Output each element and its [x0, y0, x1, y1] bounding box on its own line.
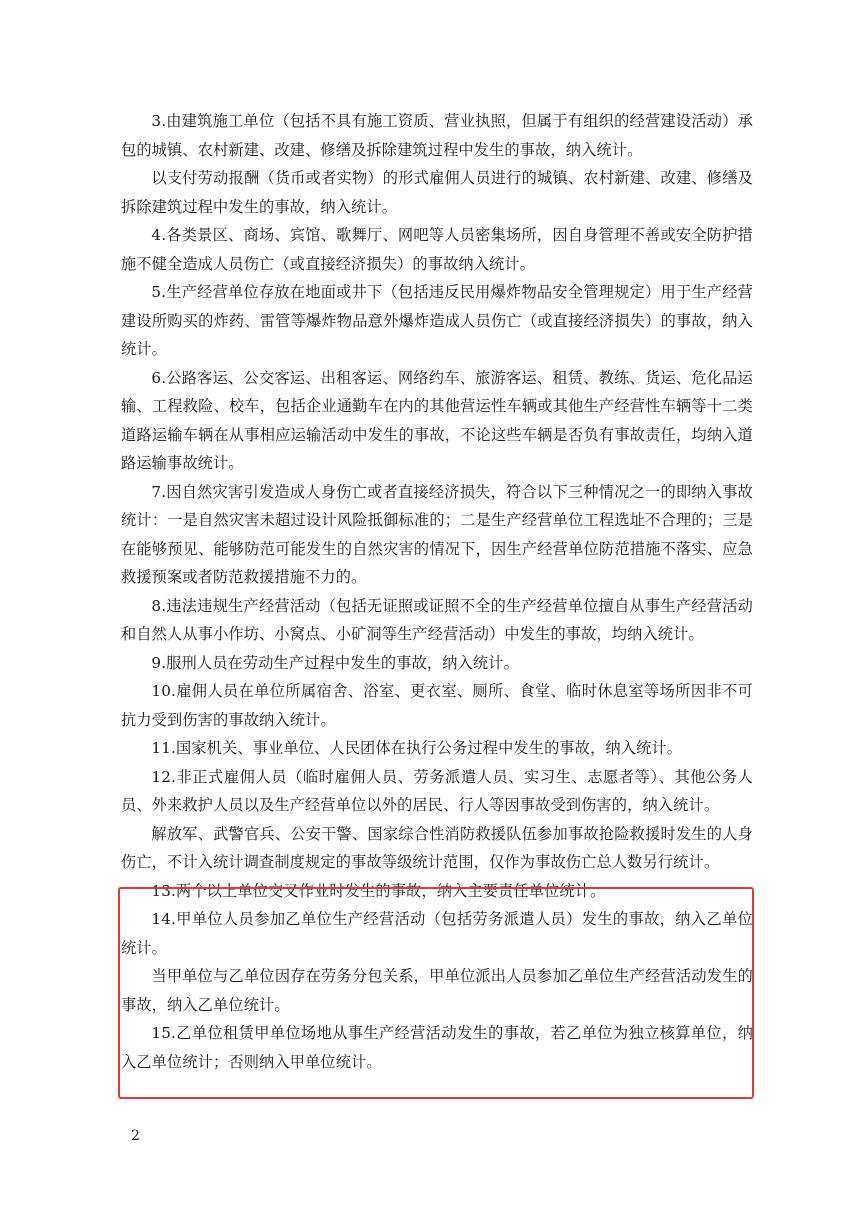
- paragraph-item-7: 7.因自然灾害引发造成人身伤亡或者直接经济损失，符合以下三种情况之一的即纳入事故统计：一是自然灾害未超过设计风险抵御标准的；二是生产经营单位工程选址不合理的；三是在能够预见、能够防范可能发生的自然灾害的情况下，因生产经营单位防范措施不落实、应急救援预案或者防范救援措施不力的。: [121, 482, 753, 586]
- paragraph-item-14-supplement: 当甲单位与乙单位因存在劳务分包关系，甲单位派出人员参加乙单位生产经营活动发生的事故，纳入乙单位统计。: [121, 967, 753, 1014]
- paragraph-item-15: 15.乙单位租赁甲单位场地从事生产经营活动发生的事故，若乙单位为独立核算单位，纳入乙单位统计；否则纳入甲单位统计。: [121, 1024, 753, 1071]
- paragraph-item-14: 14.甲单位人员参加乙单位生产经营活动（包括劳务派遣人员）发生的事故，纳入乙单位统计。: [121, 910, 753, 957]
- paragraph-item-10: 10.雇佣人员在单位所属宿舍、浴室、更衣室、厕所、食堂、临时休息室等场所因非不可抗力受到伤害的事故纳入统计。: [121, 682, 753, 729]
- page-number: 2: [131, 1128, 140, 1144]
- paragraph-item-8: 8.违法违规生产经营活动（包括无证照或证照不全的生产经营单位擅自从事生产经营活动和自然人从事小作坊、小窝点、小矿洞等生产经营活动）中发生的事故，均纳入统计。: [121, 596, 753, 643]
- paragraph-item-6: 6.公路客运、公交客运、出租客运、网络约车、旅游客运、租赁、教练、货运、危化品运输、工程救险、校车，包括企业通勤车在内的其他营运性车辆或其他生产经营性车辆等十二类道路运输车辆在从事相应运输活动中发生的事故，不论这些车辆是否负有事故责任，均纳入道路运输事故统计。: [121, 368, 753, 472]
- paragraph-item-11: 11.国家机关、事业单位、人民团体在执行公务过程中发生的事故，纳入统计。: [151, 739, 683, 757]
- paragraph-item-12-supplement: 解放军、武警官兵、公安干警、国家综合性消防救援队伍参加事故抢险救援时发生的人身伤亡，不计入统计调查制度规定的事故等级统计范围，仅作为事故伤亡总人数另行统计。: [121, 824, 753, 871]
- paragraph-item-3: 3.由建筑施工单位（包括不具有施工资质、营业执照，但属于有组织的经营建设活动）承包的城镇、农村新建、改建、修缮及拆除建筑过程中发生的事故，纳入统计。: [121, 112, 753, 159]
- highlight-box: [118, 887, 754, 1099]
- paragraph-item-13: 13.两个以上单位交叉作业时发生的事故，纳入主要责任单位统计。: [151, 881, 606, 900]
- paragraph-item-12: 12.非正式雇佣人员（临时雇佣人员、劳务派遣人员、实习生、志愿者等）、其他公务人员、外来救护人员以及生产经营单位以外的居民、行人等因事故受到伤害的，纳入统计。: [121, 767, 753, 814]
- paragraph-item-4: 4.各类景区、商场、宾馆、歌舞厅、网吧等人员密集场所，因自身管理不善或安全防护措施不健全造成人员伤亡（或直接经济损失）的事故纳入统计。: [121, 226, 753, 273]
- paragraph-item-9: 9.服刑人员在劳动生产过程中发生的事故，纳入统计。: [151, 653, 519, 672]
- paragraph-item-3-supplement: 以支付劳动报酬（货币或者实物）的形式雇佣人员进行的城镇、农村新建、改建、修缮及拆除建筑过程中发生的事故，纳入统计。: [121, 169, 753, 216]
- paragraph-item-5: 5.生产经营单位存放在地面或井下（包括违反民用爆炸物品安全管理规定）用于生产经营建设所购买的炸药、雷管等爆炸物品意外爆炸造成人员伤亡（或直接经济损失）的事故，纳入统计。: [121, 283, 753, 358]
